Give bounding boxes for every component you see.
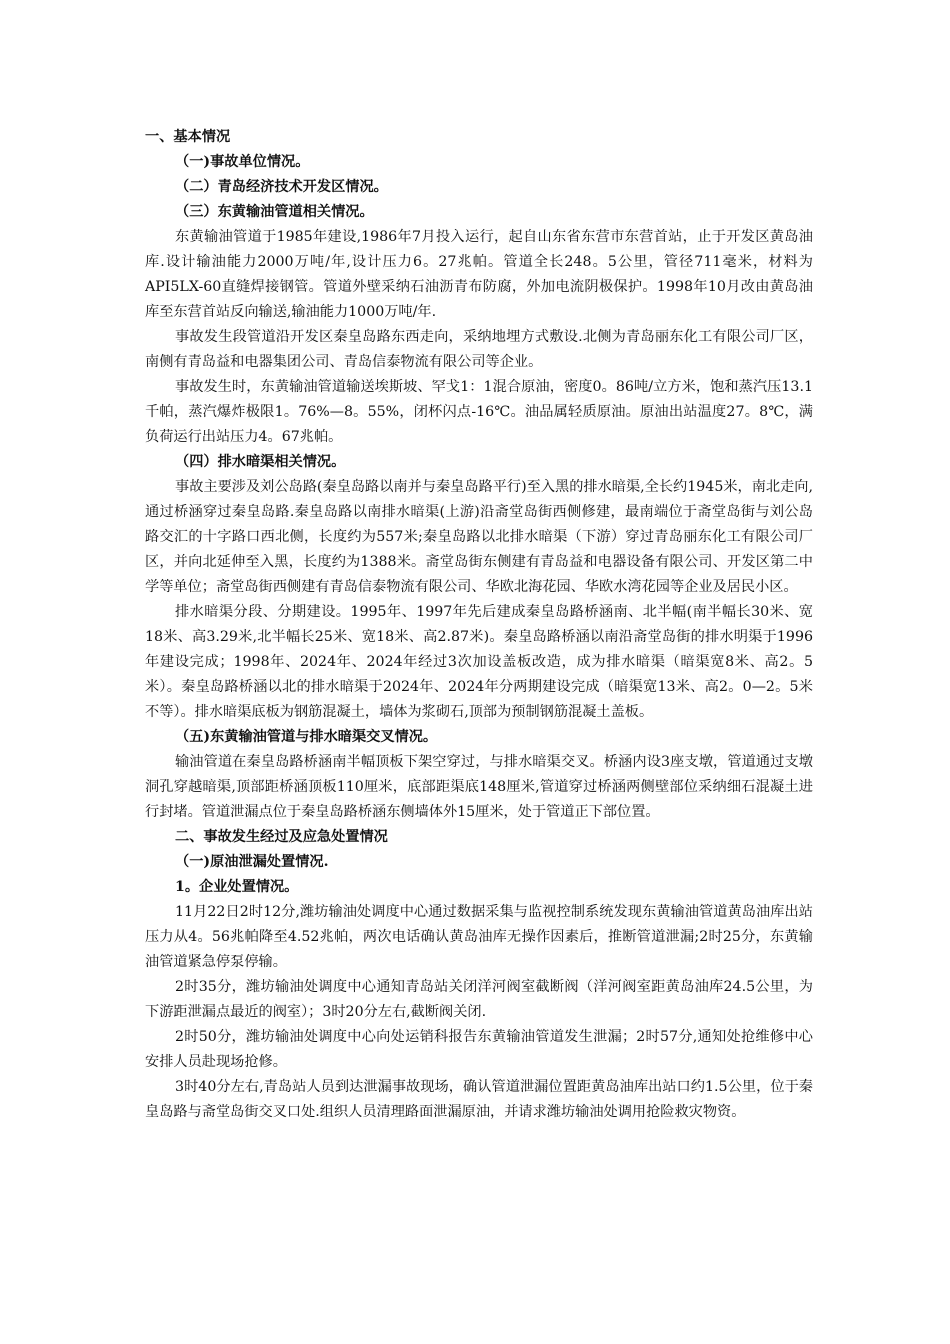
paragraph-site-arrival: 3时40分左右,青岛站人员到达泄漏事故现场，确认管道泄漏位置距黄岛油库出站口约1.5公里，位于秦皇岛路与斋堂岛街交叉口处.组织人员清理路面泄漏原油，并请求潍坊输油处调用抢险救灾物资。 — [145, 1079, 813, 1120]
section-2-heading: 二、事故发生经过及应急处置情况 — [175, 829, 388, 845]
paragraph-crossing: 输油管道在秦皇岛路桥涵南半幅顶板下架空穿过，与排水暗渠交叉。桥涵内设3座支墩，管道通过支墩洞孔穿越暗渠,顶部距桥涵顶板110厘米，底部距渠底148厘米,管道穿过桥涵两侧壁部位采纳细石混凝土进行封堵。管道泄漏点位于秦皇岛路桥涵东侧墙体外15厘米，处于管道正下部位置。 — [145, 754, 813, 820]
paragraph-drainage-culvert: 事故主要涉及刘公岛路(秦皇岛路以南并与秦皇岛路平行)至入黑的排水暗渠,全长约1945米，南北走向,通过桥涵穿过秦皇岛路.秦皇岛路以南排水暗渠(上游)沿斋堂岛街西侧修建，最南端位于斋堂岛街与刘公岛路交汇的十字路口西北侧，长度约为557米;秦皇岛路以北排水暗渠（下游）穿过青岛丽东化工有限公司厂区，并向北延伸至入黑，长度约为1388米。斋堂岛街东侧建有青岛益和电器设备有限公司、开发区第二中学等单位；斋堂岛街西侧建有青岛信泰物流有限公司、华欧北海花园、华欧水湾花园等企业及居民小区。 — [145, 479, 813, 595]
subsection-1-5-heading: （五)东黄输油管道与排水暗渠交叉情况。 — [175, 729, 438, 745]
subsection-1-2-heading: （二）青岛经济技术开发区情况。 — [175, 179, 388, 195]
paragraph-oil-properties: 事故发生时，东黄输油管道输送埃斯坡、罕戈1：1混合原油，密度0。86吨/立方米，饱和蒸汽压13.1千帕，蒸汽爆炸极限1。76%—8。55%，闭杯闪点-16℃。油品属轻质原油。原油出站温度27。8℃，满负荷运行出站压力4。67兆帕。 — [145, 379, 813, 445]
subsection-1-3-heading: （三）东黄输油管道相关情况。 — [175, 204, 374, 220]
subsection-2-1-heading: （一)原油泄漏处置情况. — [175, 854, 329, 870]
paragraph-valve-closure: 2时35分，潍坊输油处调度中心通知青岛站关闭洋河阀室截断阀（洋河阀室距黄岛油库24.5公里，为下游距泄漏点最近的阀室）；3时20分左右,截断阀关闭. — [145, 979, 813, 1020]
subsection-2-1-1-heading: 1。企业处置情况。 — [175, 879, 299, 895]
section-1-heading: 一、基本情况 — [145, 129, 231, 145]
document-page — [145, 125, 813, 1125]
paragraph-culvert-construction: 排水暗渠分段、分期建设。1995年、1997年先后建成秦皇岛路桥涵南、北半幅(南半幅长30米、宽18米、高3.29米,北半幅长25米、宽18米、高2.87米)。秦皇岛路桥涵以南沿斋堂岛街的排水明渠于1996年建设完成；1998年、2024年、2024年经过3次加设盖板改造，成为排水暗渠（暗渠宽8米、高2。5米）。秦皇岛路桥涵以北的排水暗渠于2024年、2024年分两期建设完成（暗渠宽13米、高2。0—2。5米不等）。排水暗渠底板为钢筋混凝土，墙体为浆砌石,顶部为预制钢筋混凝土盖板。 — [145, 604, 813, 720]
paragraph-report: 2时50分，潍坊输油处调度中心向处运销科报告东黄输油管道发生泄漏；2时57分,通知处抢维修中心安排人员赴现场抢修。 — [145, 1029, 813, 1070]
paragraph-leak-detection: 11月22日2时12分,潍坊输油处调度中心通过数据采集与监视控制系统发现东黄输油管道黄岛油库出站压力从4。56兆帕降至4.52兆帕，两次电话确认黄岛油库无操作因素后，推断管道泄漏;2时25分，东黄输油管道紧急停泵停输。 — [145, 904, 813, 970]
subsection-1-1-heading: （一)事故单位情况。 — [175, 154, 310, 170]
paragraph-pipeline-overview: 东黄输油管道于1985年建设,1986年7月投入运行，起自山东省东营市东营首站，止于开发区黄岛油库.设计输油能力2000万吨/年,设计压力6。27兆帕。管道全长248。5公里，管径711毫米，材料为API5LX-60直缝焊接钢管。管道外壁采纳石油沥青布防腐，外加电流阴极保护。1998年10月改由黄岛油库至东营首站反向输送,输油能力1000万吨/年. — [145, 229, 813, 320]
paragraph-accident-section: 事故发生段管道沿开发区秦皇岛路东西走向，采纳地埋方式敷设.北侧为青岛丽东化工有限公司厂区，南侧有青岛益和电器集团公司、青岛信泰物流有限公司等企业。 — [145, 329, 813, 370]
subsection-1-4-heading: （四）排水暗渠相关情况。 — [175, 454, 346, 470]
